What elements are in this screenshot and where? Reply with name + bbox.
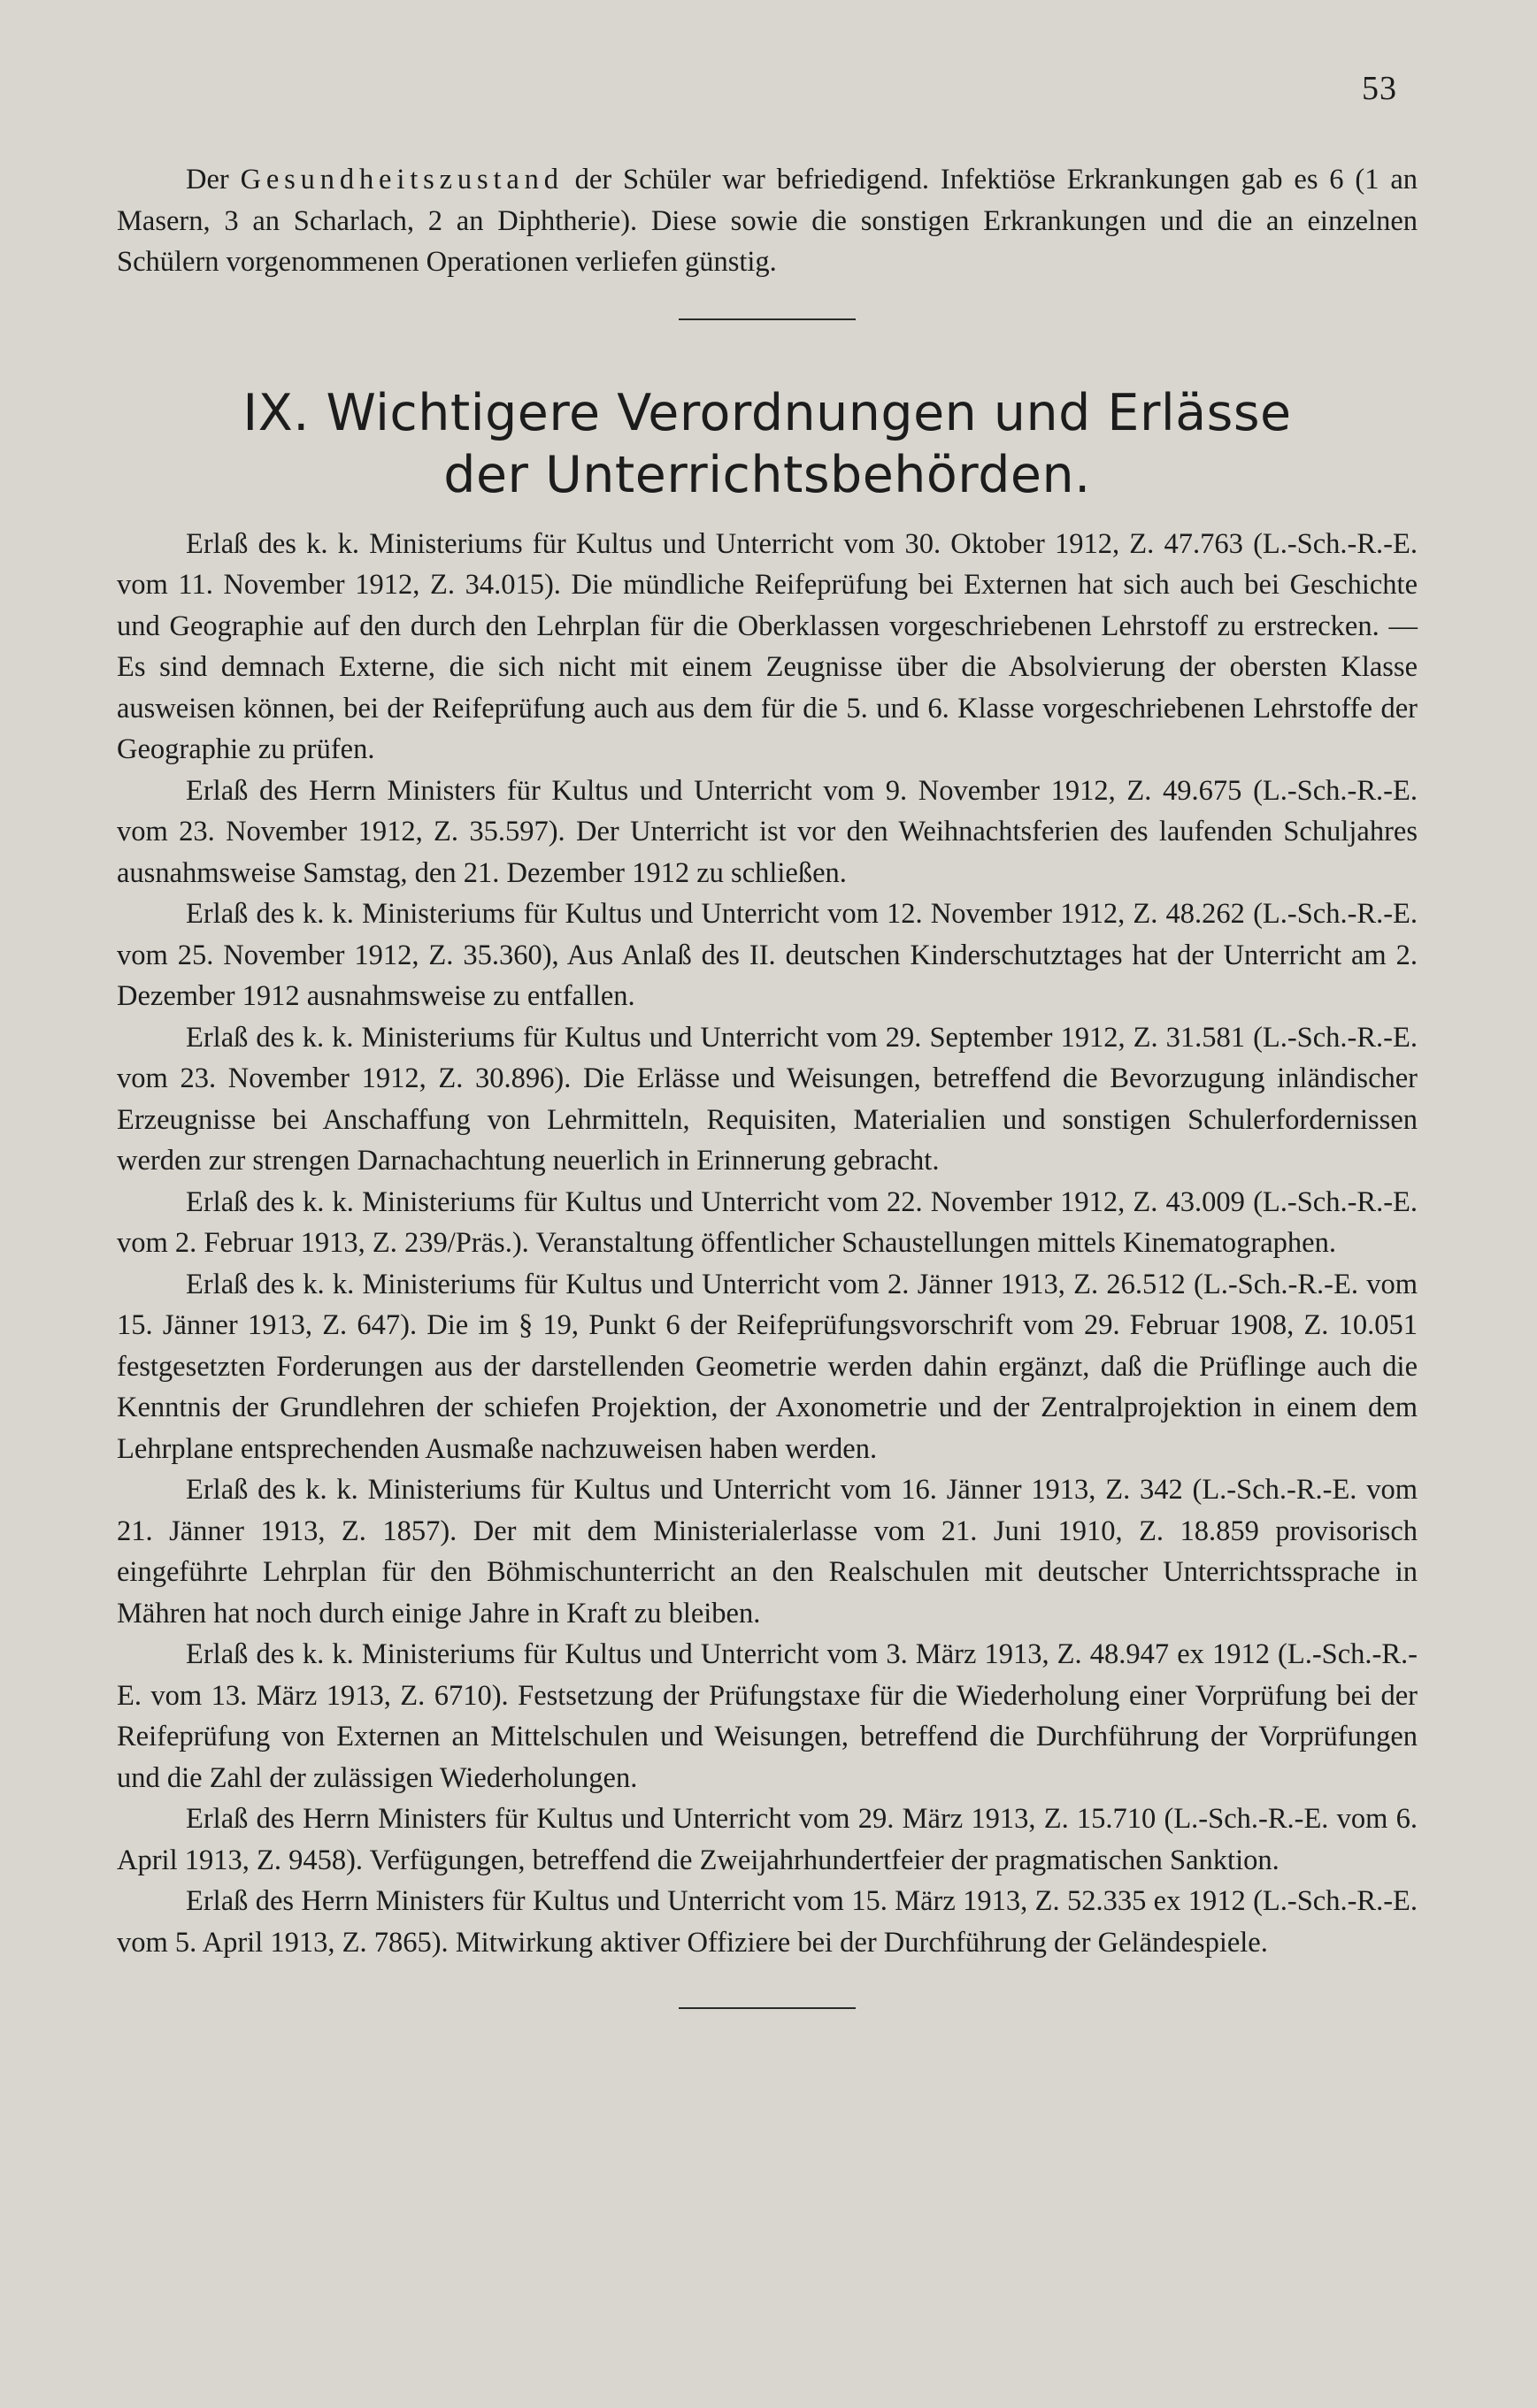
separator-rule-top xyxy=(679,318,856,320)
page-number: 53 xyxy=(1362,70,1397,107)
health-spaced-word: Gesundheitszustand xyxy=(240,164,564,196)
section-title-line1: IX. Wichtigere Verordnungen und Erlässe xyxy=(242,383,1292,442)
decree-paragraph: Erlaß des k. k. Ministeriums für Kultus und Unterricht vom 30. Oktober 1912, Z. 47.763 (L.-Sch.-R.-E. vom 11. November 1912, Z. 34.015). Die mündliche Reifeprüfung bei Externen hat sich auch bei Geschichte und Geographie auf den durch den Lehrplan für die Oberklassen vorgeschriebenen Lehrstoff zu erstrecken. — Es sind demnach Externe, die sich nicht mit einem Zeugnisse über die Absolvierung der obersten Klasse ausweisen können, bei der Reifeprüfung auch aus dem für die 5. und 6. Klasse vorgeschriebenen Lehrstoffe der Geographie zu prüfen. xyxy=(117,527,1418,765)
decree-paragraph: Erlaß des Herrn Ministers für Kultus und Unterricht vom 15. März 1913, Z. 52.335 ex 1912 (L.-Sch.-R.-E. vom 5. April 1913, Z. 7865). Mitwirkung aktiver Offiziere bei der Durchführung der Geländespiele. xyxy=(117,1885,1418,1959)
health-lead: Der xyxy=(186,164,241,196)
decree-paragraph: Erlaß des k. k. Ministeriums für Kultus und Unterricht vom 16. Jänner 1913, Z. 342 (L.-Sch.-R.-E. vom 21. Jänner 1913, Z. 1857). Der mit dem Ministerialerlasse vom 21. Juni 1910, Z. 18.859 provisorisch eingeführte Lehrplan für den Böhmischunterricht an den Realschulen mit deutscher Unterrichtssprache in Mähren hat noch durch einige Jahre in Kraft zu bleiben. xyxy=(117,1474,1418,1630)
health-rest: der Schüler war befriedigend. Infektiöse Erkrankungen gab es 6 (1 an Masern, 3 an Scharlach, 2 an Diphtherie). Diese sowie die sonstigen Erkrankungen und die an einzelnen Schülern vorgenommenen Operationen verliefen günstig. xyxy=(117,164,1418,278)
decree-paragraph: Erlaß des k. k. Ministeriums für Kultus und Unterricht vom 3. März 1913, Z. 48.947 ex 1912 (L.-Sch.-R.-E. vom 13. März 1913, Z. 6710). Festsetzung der Prüfungstaxe für die Wiederholung einer Vorprüfung bei der Reifeprüfung von Externen an Mittelschulen und Weisungen, betreffend die Durchführung der Vorprüfungen und die Zahl der zulässigen Wiederholungen. xyxy=(117,1638,1418,1794)
decree-paragraph: Erlaß des Herrn Ministers für Kultus und Unterricht vom 29. März 1913, Z. 15.710 (L.-Sch.-R.-E. vom 6. April 1913, Z. 9458). Verfügungen, betreffend die Zweijahrhundertfeier der pragmatischen Sanktion. xyxy=(117,1803,1418,1876)
decree-paragraph: Erlaß des Herrn Ministers für Kultus und Unterricht vom 9. November 1912, Z. 49.675 (L.-Sch.-R.-E. vom 23. November 1912, Z. 35.597). Der Unterricht ist vor den Weihnachtsferien des laufenden Schuljahres ausnahmsweise Samstag, den 21. Dezember 1912 zu schließen. xyxy=(117,774,1418,889)
section-title-line2: der Unterrichtsbehörden. xyxy=(443,445,1091,504)
health-paragraph xyxy=(117,159,1418,283)
page-content xyxy=(117,159,1418,2009)
separator-rule-bottom xyxy=(679,2007,856,2009)
section-heading xyxy=(117,382,1418,506)
decree-paragraph: Erlaß des k. k. Ministeriums für Kultus und Unterricht vom 2. Jänner 1913, Z. 26.512 (L.-Sch.-R.-E. vom 15. Jänner 1913, Z. 647). Die im § 19, Punkt 6 der Reifeprüfungsvorschrift vom 29. Februar 1908, Z. 10.051 festgesetzten Forderungen aus der darstellenden Geometrie werden dahin ergänzt, daß die Prüflinge auch die Kenntnis der Grundlehren der schiefen Projektion, der Axonometrie und der Zentralprojektion in einem dem Lehrplane entsprechenden Ausmaße nachzuweisen haben werden. xyxy=(117,1268,1418,1465)
decree-paragraph: Erlaß des k. k. Ministeriums für Kultus und Unterricht vom 22. November 1912, Z. 43.009 (L.-Sch.-R.-E. vom 2. Februar 1913, Z. 239/Präs.). Veranstaltung öffentlicher Schaustellungen mittels Kinematographen. xyxy=(117,1185,1418,1259)
decree-paragraph: Erlaß des k. k. Ministeriums für Kultus und Unterricht vom 12. November 1912, Z. 48.262 (L.-Sch.-R.-E. vom 25. November 1912, Z. 35.360), Aus Anlaß des II. deutschen Kinderschutztages hat der Unterricht am 2. Dezember 1912 ausnahmsweise zu entfallen. xyxy=(117,898,1418,1012)
decree-paragraph: Erlaß des k. k. Ministeriums für Kultus und Unterricht vom 29. September 1912, Z. 31.581 (L.-Sch.-R.-E. vom 23. November 1912, Z. 30.896). Die Erlässe und Weisungen, betreffend die Bevorzugung inländischer Erzeugnisse bei Anschaffung von Lehrmitteln, Requisiten, Materialien und sonstigen Schulerfordernissen werden zur strengen Darnachachtung neuerlich in Erinnerung gebracht. xyxy=(117,1021,1418,1177)
